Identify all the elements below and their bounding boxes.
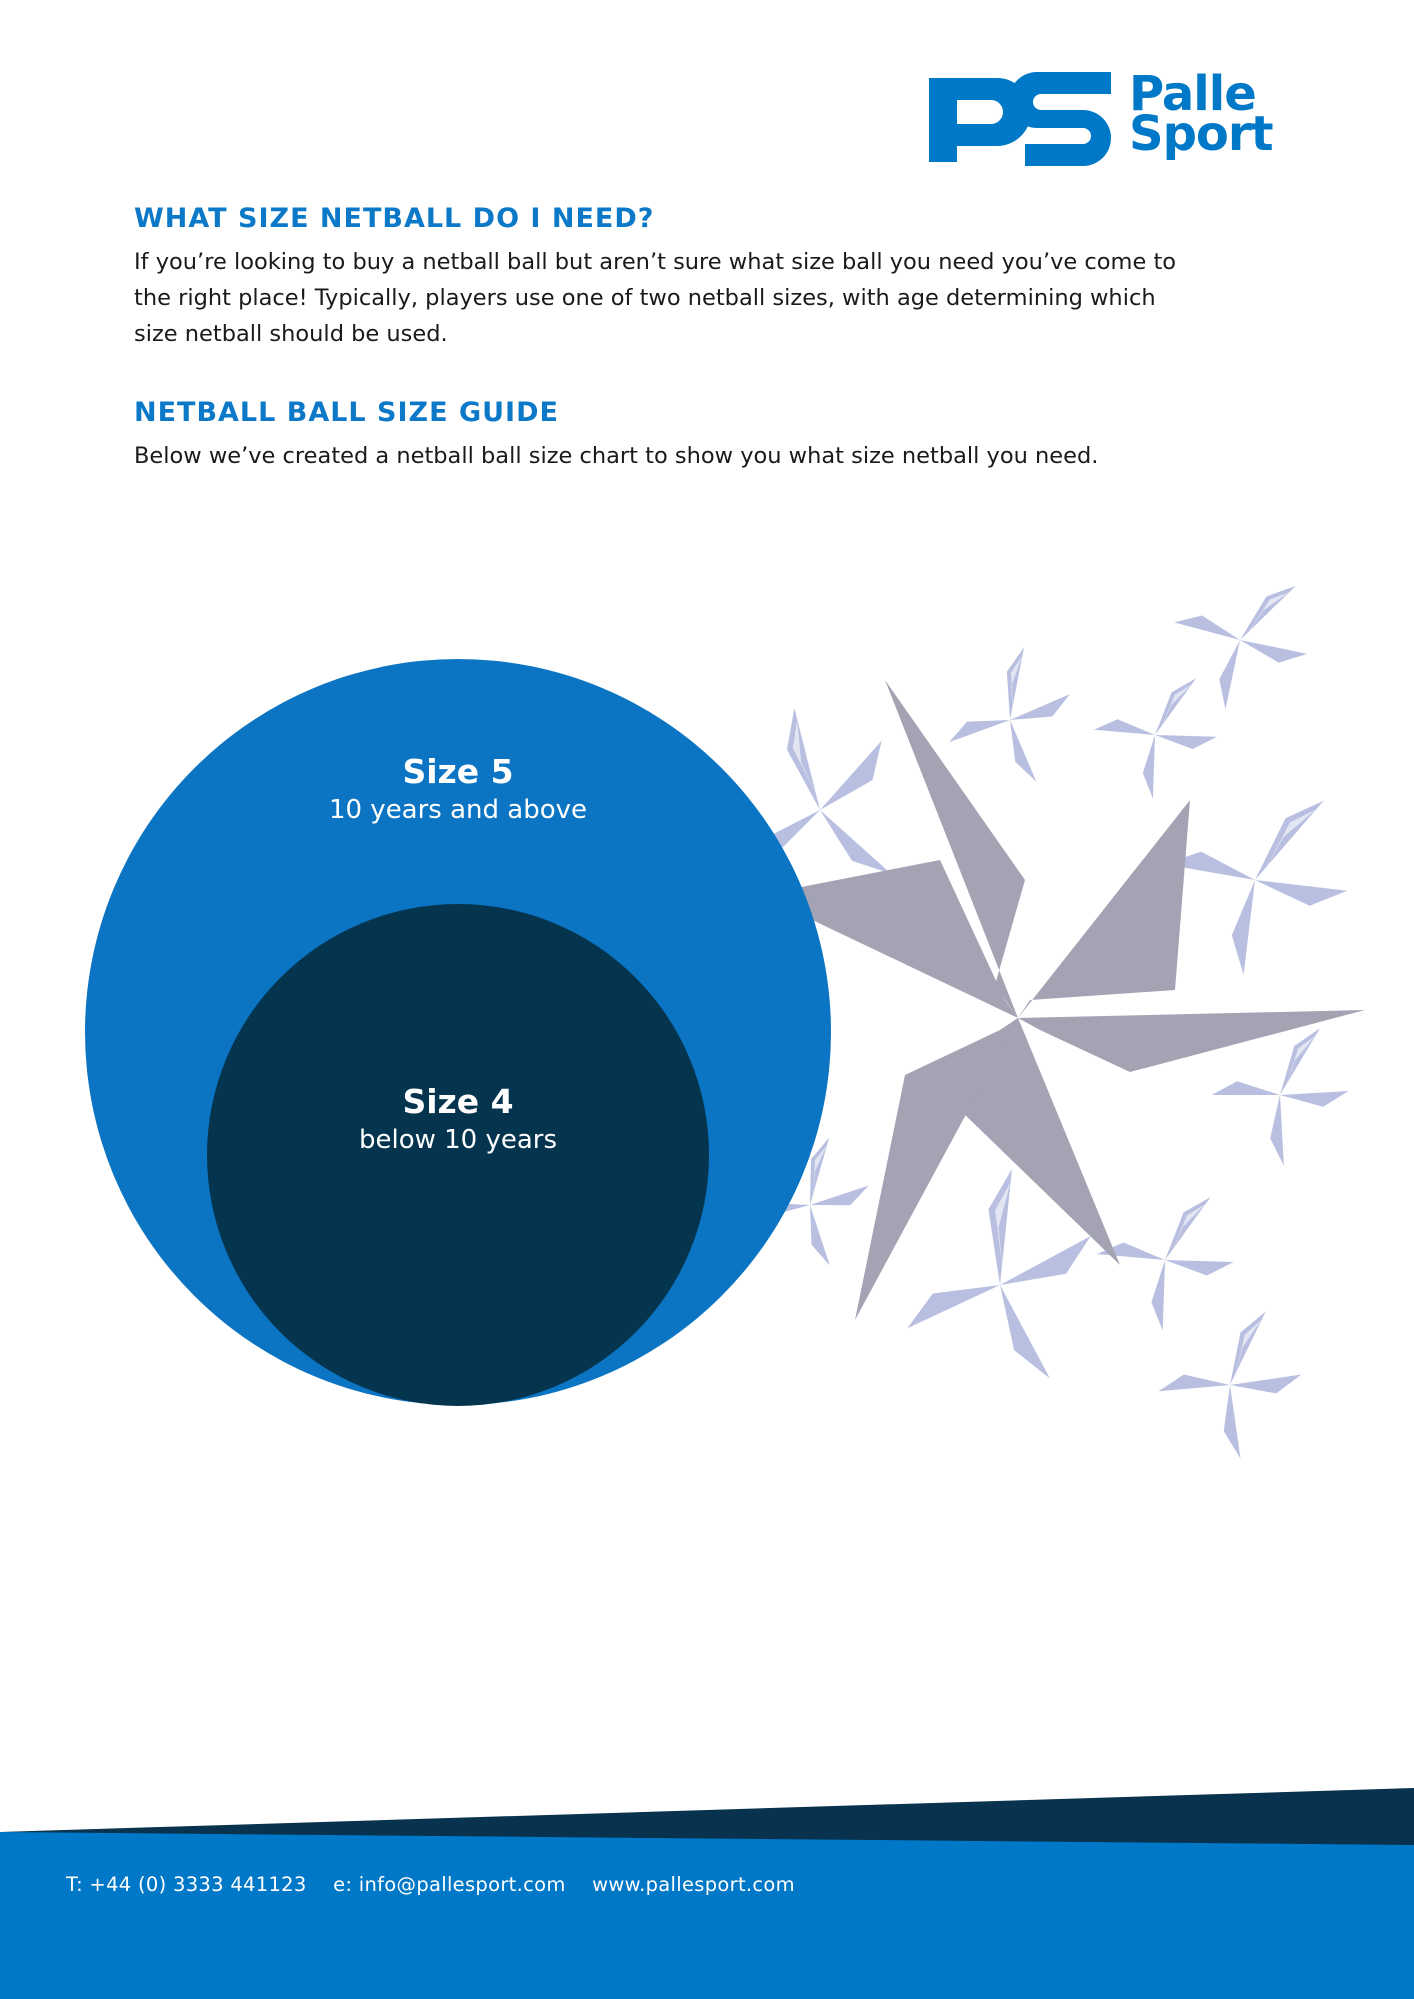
brand-wordmark (1129, 66, 1273, 162)
footer-phone: T: +44 (0) 3333 441123 (66, 1873, 307, 1896)
intro-paragraph (134, 244, 1264, 352)
intro-line: size netball should be used. (134, 321, 448, 347)
guide-paragraph (134, 438, 1264, 474)
section-heading-what-size: WHAT SIZE NETBALL DO I NEED? (134, 203, 655, 234)
size-5-label (258, 752, 658, 825)
size-5-title: Size 5 (402, 752, 514, 791)
footer-email: e: info@pallesport.com (333, 1873, 566, 1896)
intro-line: the right place! Typically, players use one of two netball sizes, with age determining which (134, 285, 1156, 311)
brand-name-line1: Palle (1129, 66, 1256, 122)
footer-website: www.pallesport.com (592, 1873, 795, 1896)
size-4-age: below 10 years (358, 1125, 558, 1155)
intro-line: If you’re looking to buy a netball ball but aren’t sure what size ball you need you’ve come to (134, 249, 1177, 275)
size-chart-illustration (0, 560, 1414, 1480)
size-4-title: Size 4 (402, 1082, 514, 1121)
palle-sport-logo (925, 66, 1345, 168)
section-heading-size-guide: NETBALL BALL SIZE GUIDE (134, 397, 559, 428)
size-4-ball (207, 904, 709, 1406)
size-4-label (258, 1082, 658, 1155)
footer-contact (66, 1873, 815, 1896)
guide-line: Below we’ve created a netball ball size chart to show you what size netball you need. (134, 443, 1099, 469)
size-5-age: 10 years and above (328, 795, 588, 825)
ps-monogram-icon (925, 72, 1125, 168)
brand-name-line2: Sport (1129, 106, 1273, 162)
